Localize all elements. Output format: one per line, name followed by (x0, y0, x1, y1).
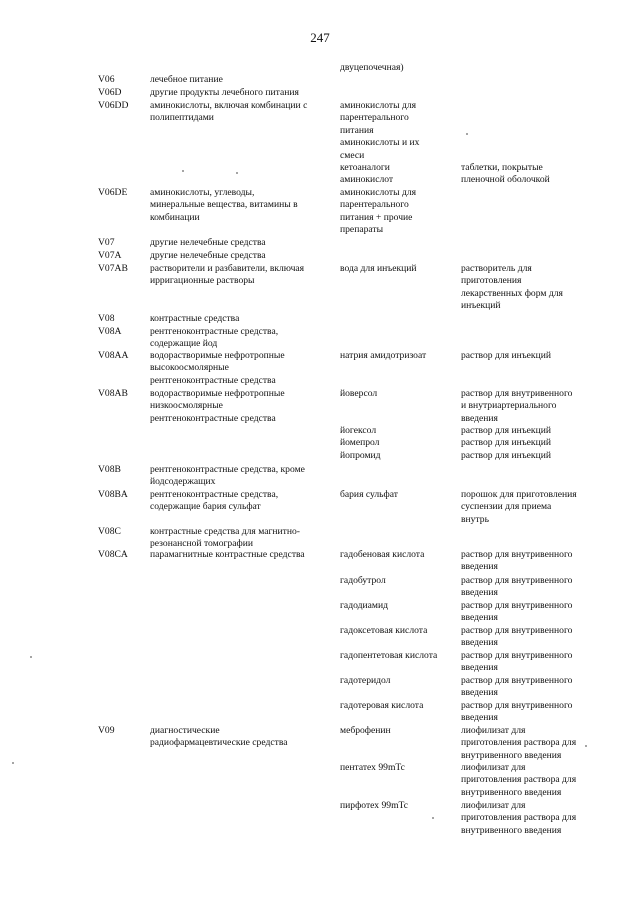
drug-cell: йомепрол (340, 437, 380, 448)
drug-cell: питания (340, 124, 374, 136)
name-cell: другие нелечебные средства (150, 250, 266, 261)
drug-cell: натрия амидотризоат (340, 350, 427, 361)
form-cell: пленочной оболочкой (461, 174, 550, 186)
name-cell: другие нелечебные средства (150, 237, 266, 248)
drug-cell: смеси (340, 149, 365, 161)
drug-cell: гадопентетовая кислота (340, 650, 438, 661)
drug-cell: меброфенин (340, 725, 391, 736)
form-cell: суспензии для приема (461, 501, 552, 513)
drug-cell: бария сульфат (340, 489, 398, 500)
name-cell: йодсодержащих (150, 476, 216, 488)
form-cell: раствор для инъекций (461, 350, 551, 361)
name-cell: рентгеноконтрастные средства (150, 412, 276, 424)
atc-code: V08BA (98, 489, 128, 500)
form-cell: и внутриартериального (461, 400, 557, 412)
form-cell: введения (461, 712, 498, 724)
form-cell: раствор для внутривенного (461, 675, 573, 686)
form-cell: раствор для инъекций (461, 425, 551, 436)
form-cell: раствор для внутривенного (461, 549, 573, 560)
form-cell: лиофилизат для (461, 762, 526, 773)
drug-cell: гадотеридол (340, 675, 391, 686)
drug-cell: йопромид (340, 450, 381, 461)
atc-code: V08A (98, 326, 122, 337)
scan-speck (30, 656, 32, 658)
drug-cell: питания + прочие (340, 211, 413, 223)
form-cell: лиофилизат для (461, 725, 526, 736)
name-cell: аминокислоты, включая комбинации с (150, 100, 308, 111)
form-cell: приготовления (461, 275, 522, 287)
form-cell: введения (461, 637, 498, 649)
atc-code: V06 (98, 74, 115, 85)
atc-code: V08 (98, 313, 115, 324)
drug-cell: йоверсол (340, 388, 378, 399)
drug-cell: гадодиамид (340, 600, 388, 611)
atc-code: V08C (98, 526, 121, 537)
atc-code: V09 (98, 725, 115, 736)
form-cell: порошок для приготовления (461, 489, 577, 500)
drug-cell: гадоксетовая кислота (340, 625, 428, 636)
form-cell: внутривенного введения (461, 824, 562, 836)
atc-code: V08B (98, 464, 121, 475)
form-cell: введения (461, 587, 498, 599)
name-cell: минеральные вещества, витамины в (150, 199, 298, 211)
scan-speck (466, 133, 468, 135)
name-cell: лечебное питание (150, 74, 223, 85)
atc-code: V07 (98, 237, 115, 248)
form-cell: введения (461, 412, 498, 424)
form-cell: внутривенного введения (461, 749, 562, 761)
drug-cell: парентерального (340, 199, 409, 211)
name-cell: контрастные средства для магнитно- (150, 526, 301, 537)
drug-cell: пирфотех 99mTc (340, 800, 408, 811)
drug-cell: парентерального (340, 112, 409, 124)
name-cell: радиофармацевтические средства (150, 737, 288, 749)
atc-code: V08AB (98, 388, 128, 399)
drug-cell: аминокислоты для (340, 100, 417, 111)
atc-code: V08CA (98, 549, 128, 560)
name-cell: рентгеноконтрастные средства, (150, 326, 279, 337)
drug-cell: кетоаналоги (340, 162, 390, 173)
name-cell: содержащие бария сульфат (150, 501, 261, 513)
form-cell: приготовления раствора для (461, 812, 577, 824)
name-cell: другие продукты лечебного питания (150, 87, 299, 98)
drug-cell: йогексол (340, 425, 377, 436)
form-cell: инъекций (461, 300, 501, 312)
scan-speck (182, 170, 184, 172)
drug-cell: аминокислоты для (340, 187, 417, 198)
scan-speck (585, 745, 587, 747)
page-number: 247 (310, 30, 330, 45)
name-cell: комбинации (150, 211, 200, 223)
form-cell: раствор для внутривенного (461, 600, 573, 611)
name-cell: ирригационные растворы (150, 275, 255, 287)
drug-cell: вода для инъекций (340, 263, 417, 274)
name-cell: водорастворимые нефротропные (150, 388, 285, 399)
form-cell: введения (461, 561, 498, 573)
form-cell: раствор для внутривенного (461, 575, 573, 586)
form-cell: таблетки, покрытые (461, 162, 543, 173)
atc-code: V06D (98, 87, 122, 98)
scan-speck (236, 172, 238, 174)
name-cell: резонансной томографии (150, 538, 253, 550)
form-cell: раствор для внутривенного (461, 650, 573, 661)
drug-cell: гадотеровая кислота (340, 700, 424, 711)
continued-text: двуцепочечная) (340, 62, 404, 73)
form-cell: лиофилизат для (461, 800, 526, 811)
drug-cell: пентатех 99mTc (340, 762, 405, 773)
scan-speck (432, 817, 434, 819)
form-cell: раствор для внутривенного (461, 700, 573, 711)
drug-cell: аминокислоты и их (340, 137, 420, 149)
drug-cell: гадобеновая кислота (340, 549, 425, 560)
atc-code: V07A (98, 250, 122, 261)
name-cell: рентгеноконтрастные средства (150, 374, 276, 386)
name-cell: водорастворимые нефротропные (150, 350, 285, 361)
drug-cell: аминокислот (340, 174, 394, 186)
atc-code: V06DE (98, 187, 128, 198)
name-cell: аминокислоты, углеводы, (150, 187, 255, 198)
name-cell: растворители и разбавители, включая (150, 263, 305, 274)
name-cell: рентгеноконтрастные средства, (150, 489, 279, 500)
name-cell: низкоосмолярные (150, 400, 223, 412)
drug-cell: гадобутрол (340, 575, 386, 586)
form-cell: раствор для внутривенного (461, 388, 573, 399)
form-cell: раствор для инъекций (461, 450, 551, 461)
form-cell: внутривенного введения (461, 786, 562, 798)
form-cell: приготовления раствора для (461, 737, 577, 749)
form-cell: раствор для инъекций (461, 437, 551, 448)
form-cell: введения (461, 612, 498, 624)
form-cell: раствор для внутривенного (461, 625, 573, 636)
name-cell: рентгеноконтрастные средства, кроме (150, 464, 305, 475)
form-cell: введения (461, 687, 498, 699)
scan-speck (12, 762, 14, 764)
form-cell: лекарственных форм для (461, 287, 563, 299)
atc-code: V06DD (98, 100, 129, 111)
form-cell: растворитель для (461, 263, 532, 274)
form-cell: приготовления раствора для (461, 774, 577, 786)
atc-code: V08AA (98, 350, 129, 361)
name-cell: парамагнитные контрастные средства (150, 549, 305, 560)
atc-code: V07AB (98, 263, 128, 274)
drug-cell: препараты (340, 224, 384, 236)
name-cell: содержащие йод (150, 338, 218, 350)
name-cell: полипептидами (150, 112, 214, 124)
form-cell: введения (461, 662, 498, 674)
form-cell: внутрь (461, 513, 489, 525)
name-cell: контрастные средства (150, 313, 240, 324)
name-cell: диагностические (150, 725, 220, 736)
name-cell: высокоосмолярные (150, 362, 229, 374)
